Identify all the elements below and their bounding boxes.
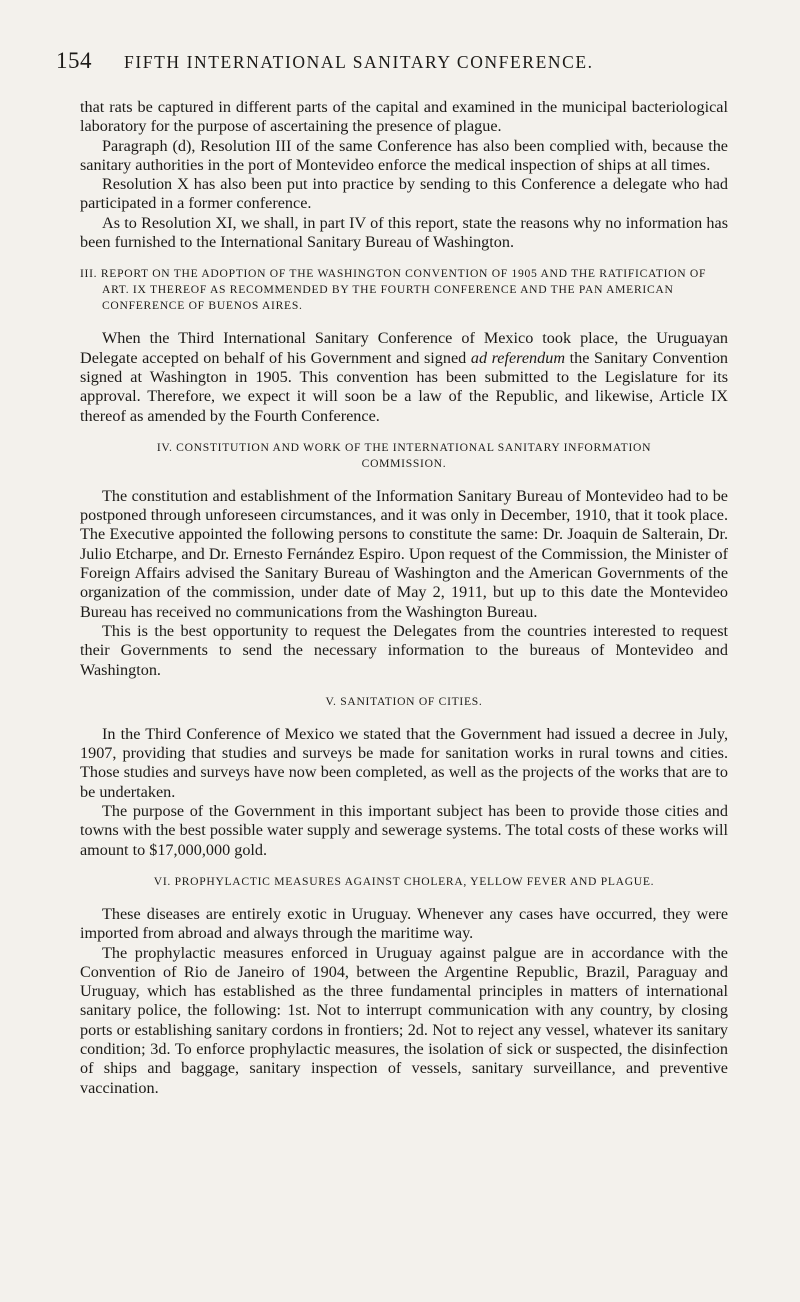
italic-phrase: ad referendum (470, 348, 566, 367)
paragraph: In the Third Conference of Mexico we stated that the Government had issued a decree in July, 1907, providing that studies and surveys be made for sanitation works in rural towns and cities. Those studies and surveys have now been completed, as well as the projects of the works that are to be undertaken. (80, 724, 728, 801)
paragraph: Paragraph (d), Resolution III of the same Conference has also been complied with, because the sanitary authorities in the port of Montevideo enforce the medical inspection of ships at all times. (80, 136, 728, 174)
section-heading-line: COMMISSION. (361, 456, 447, 470)
paragraph: Resolution X has also been put into practice by sending to this Conference a delegate who had participated in a former conference. (80, 175, 728, 213)
section-4 (80, 440, 728, 680)
section-heading: III. REPORT ON THE ADOPTION OF THE WASHINGTON CONVENTION OF 1905 AND THE RATIFICATION OF ART. IX THEREOF AS RECOMMENDED BY THE FOURTH CONFERENCE AND THE PAN AMERICAN CONFERENCE OF BUENOS AIRES. (80, 267, 707, 313)
section-5 (80, 694, 728, 860)
paragraph: As to Resolution XI, we shall, in part IV of this report, state the reasons why no information has been furnished to the International Sanitary Bureau of Washington. (80, 213, 728, 252)
paragraph: The constitution and establishment of the Information Sanitary Bureau of Montevideo had to be postponed through unforeseen circumstances, and it was only in December, 1910, that it took place. The Executive appointed the following persons to constitute the same: Dr. Joaquin de Salterain, Dr. Julio Etcharpe, and Dr. Ernesto Fernández Espiro. Upon request of the Commission, the Minister of Foreign Affairs advised the Sanitary Bureau of Washington and the American Governments of the organization of the commission, under date of May 2, 1911, but up to this date the Montevideo Bureau has received no communications from the Washington Bureau. (80, 486, 728, 621)
section-3 (80, 266, 728, 425)
section-heading (80, 440, 728, 472)
section-heading: V. SANITATION OF CITIES. (325, 694, 483, 708)
document-page (56, 48, 729, 1098)
intro-text (80, 98, 728, 252)
paragraph-text: the Sanitary Convention signed at Washington in 1905. This convention has been submitted to the Legislature for its approval. Therefore, we expect it will soon be a law of the Republic, and likewise, Article IX thereof as amended by the Fourth Conference. (80, 348, 729, 425)
paragraph: that rats be captured in different parts of the capital and examined in the municipal bacteriological laboratory for the purpose of ascertaining the presence of plague. (80, 98, 728, 136)
section-6 (80, 874, 728, 1098)
paragraph (80, 329, 728, 425)
paragraph: This is the best opportunity to request the Delegates from the countries interested to request their Governments to send the necessary information to the bureaus of Montevideo and Washington. (80, 621, 728, 679)
section-heading: VI. PROPHYLACTIC MEASURES AGAINST CHOLERA, YELLOW FEVER AND PLAGUE. (153, 874, 655, 888)
page-number: 154 (56, 48, 92, 73)
paragraph: These diseases are entirely exotic in Uruguay. Whenever any cases have occurred, they were imported from abroad and always through the maritime way. (80, 904, 728, 943)
paragraph: The prophylactic measures enforced in Uruguay against palgue are in accordance with the Convention of Rio de Janeiro of 1904, between the Argentine Republic, Brazil, Paraguay and Uruguay, which has established as the three fundamental principles in matters of international sanitary police, the following: 1st. Not to interrupt communication with any country, by closing ports or establishing sanitary cordons in frontiers; 2d. Not to reject any vessel, whatever its sanitary condition; 3d. To enforce prophylactic measures, the isolation of sick or suspected, the disinfection of ships and baggage, sanitary inspection of vessels, sanitary surveillance, and preventive vaccination. (80, 943, 728, 1097)
paragraph-text: When the Third International Sanitary Conference of Mexico took place, the Uruguayan Delegate accepted on behalf of his Government and signed (80, 329, 728, 367)
running-head (56, 48, 728, 78)
paragraph: The purpose of the Government in this important subject has been to provide those cities and towns with the best possible water supply and sewerage systems. The total costs of these works will amount to $17,000,000 gold. (80, 802, 728, 859)
running-title: FIFTH INTERNATIONAL SANITARY CONFERENCE. (124, 52, 594, 72)
section-heading-line: IV. CONSTITUTION AND WORK OF THE INTERNATIONAL SANITARY INFORMATION (156, 440, 652, 454)
